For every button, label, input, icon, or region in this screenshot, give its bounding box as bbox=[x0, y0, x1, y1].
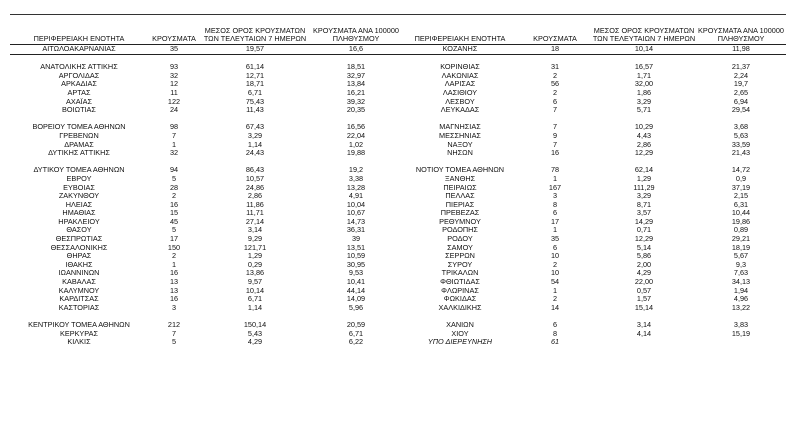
left-name-cell: ΕΥΒΟΙΑΣ bbox=[63, 182, 95, 192]
right-cases-cell: 18 bbox=[518, 45, 592, 55]
right-name-cell: ΚΟΖΑΝΗΣ bbox=[402, 45, 518, 55]
right-per100k-cell: 29,21 bbox=[731, 234, 751, 244]
table-row bbox=[10, 166, 786, 175]
top-rule bbox=[10, 14, 786, 15]
right-per100k-cell: 14,72 bbox=[731, 165, 751, 175]
right-per100k-cell: 9,3 bbox=[735, 259, 747, 269]
header-region-right: ΠΕΡΙΦΕΡΕΙΑΚΗ ΕΝΟΤΗΤΑ bbox=[402, 27, 518, 45]
right-name-cell: ΡΟΔΟΥ bbox=[447, 234, 473, 244]
left-per100k-cell: 16,56 bbox=[346, 122, 366, 132]
right-per100k-cell: 1,94 bbox=[733, 285, 749, 295]
right-name-cell: ΧΙΟΥ bbox=[451, 328, 469, 338]
left-per100k-cell: 22,04 bbox=[346, 130, 366, 140]
left-name-cell: ΚΑΛΥΜΝΟΥ bbox=[58, 285, 100, 295]
left-per100k-cell: 5,96 bbox=[348, 302, 364, 312]
table-row bbox=[10, 338, 786, 347]
left-avg7-cell: 5,43 bbox=[247, 328, 263, 338]
right-avg7-cell: 3,29 bbox=[636, 191, 652, 201]
right-name-cell: ΤΡΙΚΑΛΩΝ bbox=[441, 268, 479, 278]
right-cases-cell: 7 bbox=[552, 105, 558, 115]
right-per100k-cell: 2,15 bbox=[733, 191, 749, 201]
right-name-cell: ΛΕΥΚΑΔΑΣ bbox=[440, 105, 480, 115]
right-per100k-cell: 19,7 bbox=[733, 79, 749, 89]
left-cases-cell: 16 bbox=[169, 268, 179, 278]
table-row bbox=[10, 149, 786, 158]
header-avg7-left: ΜΕΣΟΣ ΟΡΟΣ ΚΡΟΥΣΜΑΤΩΝ ΤΩΝ ΤΕΛΕΥΤΑΙΩΝ 7 ΗΜΕΡΩΝ bbox=[200, 27, 310, 45]
table-row bbox=[10, 45, 786, 55]
left-cases-cell: 45 bbox=[169, 216, 179, 226]
table-row bbox=[10, 287, 786, 296]
left-avg7-cell: 150,14 bbox=[243, 320, 267, 329]
table-row bbox=[10, 209, 786, 218]
left-avg7-cell: 18,71 bbox=[245, 79, 265, 89]
header-row bbox=[10, 27, 786, 45]
right-per100k-cell: 19,86 bbox=[731, 216, 751, 226]
right-name-cell: ΛΑΚΩΝΙΑΣ bbox=[441, 70, 479, 80]
table-row bbox=[10, 89, 786, 98]
left-cases-cell: 5 bbox=[171, 173, 177, 183]
spacer-row bbox=[10, 115, 786, 124]
table-row bbox=[10, 106, 786, 115]
right-name-cell: ΛΑΡΙΣΑΣ bbox=[444, 79, 476, 89]
left-per100k-cell: 18,51 bbox=[346, 62, 366, 72]
left-per100k-cell: 9,53 bbox=[348, 268, 364, 278]
right-avg7-cell: 0,57 bbox=[636, 285, 652, 295]
left-cases-cell: 13 bbox=[169, 277, 179, 287]
right-avg7-cell: 5,86 bbox=[636, 251, 652, 261]
right-cases-cell: 2 bbox=[552, 259, 558, 269]
table-row bbox=[10, 98, 786, 107]
left-per100k-cell: 39,32 bbox=[346, 96, 366, 106]
right-cases-cell: 8 bbox=[552, 199, 558, 209]
right-avg7-cell: 62,14 bbox=[634, 165, 654, 175]
table-row bbox=[10, 269, 786, 278]
right-per100k-cell: 5,67 bbox=[733, 251, 749, 261]
left-avg7-cell: 24,43 bbox=[245, 148, 265, 158]
table-row bbox=[10, 252, 786, 261]
left-cases-cell: 93 bbox=[169, 62, 179, 72]
right-name-cell: ΠΕΙΡΑΙΩΣ bbox=[443, 182, 477, 192]
left-per100k-cell: 3,38 bbox=[348, 173, 364, 183]
right-per100k-cell: 2,24 bbox=[733, 70, 749, 80]
left-per100k-cell: 16,21 bbox=[346, 87, 366, 97]
cut-off-footer-text bbox=[4, 440, 794, 448]
right-cases-cell: 9 bbox=[552, 130, 558, 140]
left-avg7-cell: 9,29 bbox=[247, 234, 263, 244]
left-cases-cell: 32 bbox=[169, 148, 179, 158]
right-cases-cell: 54 bbox=[550, 277, 560, 287]
right-cases-cell: 78 bbox=[550, 165, 560, 175]
left-name-cell: ΖΑΚΥΝΘΟΥ bbox=[58, 191, 100, 201]
left-name-cell: ΔΥΤΙΚΟΥ ΤΟΜΕΑ ΑΘΗΝΩΝ bbox=[33, 165, 125, 175]
left-avg7-cell: 13,86 bbox=[245, 268, 265, 278]
left-name-cell: ΒΟΙΩΤΙΑΣ bbox=[62, 105, 96, 115]
right-avg7-cell: 1,57 bbox=[636, 294, 652, 304]
left-per100k-cell: 1,02 bbox=[348, 139, 364, 149]
right-avg7-cell: 5,71 bbox=[636, 105, 652, 115]
right-cases-cell: 7 bbox=[552, 139, 558, 149]
right-per100k-cell: 21,37 bbox=[731, 62, 751, 72]
right-name-cell: ΣΥΡΟΥ bbox=[447, 259, 473, 269]
right-cases-cell: 17 bbox=[550, 216, 560, 226]
right-avg7-cell: 3,29 bbox=[636, 96, 652, 106]
header-cases-right: ΚΡΟΥΣΜΑΤΑ bbox=[518, 27, 592, 45]
right-per100k-cell: 10,44 bbox=[731, 208, 751, 218]
left-avg7-cell: 11,86 bbox=[246, 199, 264, 209]
right-name-cell: ΜΑΓΝΗΣΙΑΣ bbox=[439, 122, 481, 132]
right-per100k-cell: 3,68 bbox=[733, 122, 749, 132]
left-name-cell: ΘΕΣΣΑΛΟΝΙΚΗΣ bbox=[50, 242, 108, 252]
right-avg7-cell: 10,29 bbox=[634, 122, 654, 132]
right-cases-cell: 6 bbox=[552, 242, 558, 252]
right-name-cell: ΦΘΙΩΤΙΔΑΣ bbox=[440, 277, 480, 287]
right-avg7-cell: 5,14 bbox=[636, 242, 652, 252]
left-cases-cell: 28 bbox=[169, 182, 179, 192]
right-cases-cell: 1 bbox=[552, 225, 558, 235]
right-avg7-cell: 111,29 bbox=[633, 182, 655, 192]
left-per100k-cell: 13,28 bbox=[346, 182, 366, 192]
left-avg7-cell: 4,29 bbox=[247, 337, 263, 347]
left-cases-cell: 16 bbox=[169, 294, 179, 304]
right-name-cell: ΛΑΣΙΘΙΟΥ bbox=[442, 87, 478, 97]
right-cases-cell: 10 bbox=[550, 268, 560, 278]
right-avg7-cell: 0,71 bbox=[636, 225, 652, 235]
table-row bbox=[10, 261, 786, 270]
left-per100k-cell: 14,09 bbox=[346, 294, 366, 304]
header-avg7-right: ΜΕΣΟΣ ΟΡΟΣ ΚΡΟΥΣΜΑΤΩΝ ΤΩΝ ΤΕΛΕΥΤΑΙΩΝ 7 ΗΜΕΡΩΝ bbox=[592, 26, 696, 43]
left-cases-cell: 13 bbox=[169, 285, 179, 295]
right-cases-cell: 16 bbox=[550, 148, 560, 158]
left-avg7-cell: 1,29 bbox=[247, 251, 263, 261]
left-per100k-cell: 13,84 bbox=[346, 79, 366, 89]
left-cases-cell: 11 bbox=[170, 87, 178, 97]
table-row bbox=[10, 141, 786, 150]
left-per100k-cell: 32,97 bbox=[346, 70, 366, 80]
spacer-row bbox=[10, 158, 786, 167]
right-name-cell: ΣΑΜΟΥ bbox=[447, 242, 473, 252]
left-avg7-cell: 121,71 bbox=[243, 242, 267, 252]
left-name-cell: ΚΙΛΚΙΣ bbox=[67, 337, 91, 347]
covid-cases-table bbox=[10, 27, 786, 347]
right-cases-cell: 6 bbox=[552, 96, 558, 106]
left-name-cell: ΓΡΕΒΕΝΩΝ bbox=[59, 130, 99, 140]
right-name-cell: ΛΕΣΒΟΥ bbox=[445, 96, 475, 106]
right-cases-cell: 1 bbox=[552, 173, 558, 183]
right-name-cell: ΝΑΞΟΥ bbox=[447, 139, 473, 149]
left-avg7-cell: 1,14 bbox=[247, 302, 263, 312]
right-per100k-cell: 29,54 bbox=[731, 105, 751, 115]
table-row bbox=[10, 192, 786, 201]
left-avg7-cell: 1,14 bbox=[247, 139, 263, 149]
left-cases-cell: 17 bbox=[169, 234, 179, 244]
right-avg7-cell: 4,43 bbox=[636, 130, 652, 140]
left-per100k-cell: 4,91 bbox=[348, 191, 364, 201]
left-per100k-cell: 6,71 bbox=[348, 328, 364, 338]
right-cases-cell: 8 bbox=[552, 328, 558, 338]
left-avg7-cell: 0,29 bbox=[247, 259, 263, 269]
left-per100k-cell: 30,95 bbox=[346, 259, 366, 269]
left-name-cell: ΚΑΒΑΛΑΣ bbox=[62, 277, 96, 287]
left-name-cell: ΚΑΡΔΙΤΣΑΣ bbox=[59, 294, 99, 304]
left-avg7-cell: 11,43 bbox=[246, 105, 264, 115]
right-avg7-cell: 1,71 bbox=[636, 70, 652, 80]
left-name-cell: ΔΡΑΜΑΣ bbox=[64, 139, 94, 149]
left-cases-cell: 150 bbox=[167, 242, 181, 252]
left-avg7-cell: 3,29 bbox=[247, 130, 263, 140]
left-cases-cell: 5 bbox=[171, 225, 177, 235]
left-name-cell: ΕΒΡΟΥ bbox=[66, 173, 92, 183]
left-name-cell: ΗΡΑΚΛΕΙΟΥ bbox=[58, 216, 100, 226]
left-name-cell: ΚΕΡΚΥΡΑΣ bbox=[59, 328, 99, 338]
right-avg7-cell: 3,57 bbox=[636, 208, 652, 218]
right-avg7-cell: 8,71 bbox=[636, 199, 652, 209]
table-row bbox=[10, 132, 786, 141]
left-cases-cell: 24 bbox=[169, 105, 179, 115]
left-name-cell: ΑΝΑΤΟΛΙΚΗΣ ΑΤΤΙΚΗΣ bbox=[40, 62, 118, 72]
right-cases-cell: 14 bbox=[550, 302, 560, 312]
left-per100k-cell: 39 bbox=[351, 234, 361, 244]
header-per100k-right: ΚΡΟΥΣΜΑΤΑ ΑΝΑ 100000 ΠΛΗΘΥΣΜΟΥ bbox=[696, 27, 786, 45]
table-row bbox=[10, 304, 786, 313]
right-cases-cell: 2 bbox=[552, 87, 558, 97]
table-row bbox=[10, 321, 786, 330]
right-per100k-cell: 15,19 bbox=[731, 328, 751, 338]
left-name-cell: ΑΙΤΩΛΟΑΚΑΡΝΑΝΙΑΣ bbox=[10, 45, 148, 55]
left-avg7-cell: 3,14 bbox=[247, 225, 263, 235]
right-name-cell: ΣΕΡΡΩΝ bbox=[445, 251, 475, 261]
right-name-cell: ΠΙΕΡΙΑΣ bbox=[445, 199, 475, 209]
table-row bbox=[10, 175, 786, 184]
left-cases-cell: 2 bbox=[171, 191, 177, 201]
right-name-cell: ΚΟΡΙΝΘΙΑΣ bbox=[440, 62, 480, 72]
left-cases-cell: 16 bbox=[169, 199, 179, 209]
left-cases-cell: 3 bbox=[171, 302, 177, 312]
table-row bbox=[10, 72, 786, 81]
right-avg7-cell: 4,29 bbox=[636, 268, 652, 278]
right-avg7-cell: 15,14 bbox=[634, 302, 654, 312]
right-per100k-cell: 21,43 bbox=[731, 148, 751, 158]
left-name-cell: ΘΑΣΟΥ bbox=[66, 225, 92, 235]
right-per100k-cell: 5,63 bbox=[733, 130, 749, 140]
right-cases-cell: 3 bbox=[552, 191, 558, 201]
left-per100k-cell: 10,59 bbox=[346, 251, 366, 261]
right-avg7-cell: 14,29 bbox=[634, 216, 654, 226]
spacer-row bbox=[10, 54, 786, 63]
left-per100k-cell: 14,73 bbox=[346, 216, 366, 226]
left-avg7-cell: 9,57 bbox=[247, 277, 263, 287]
left-name-cell: ΗΜΑΘΙΑΣ bbox=[62, 208, 96, 218]
right-avg7-cell bbox=[592, 338, 696, 347]
table-row bbox=[10, 330, 786, 339]
left-avg7-cell: 11,71 bbox=[246, 208, 264, 218]
right-per100k-cell: 3,83 bbox=[733, 320, 749, 329]
left-per100k-cell: 19,88 bbox=[346, 148, 366, 158]
right-per100k-cell: 18,19 bbox=[731, 242, 751, 252]
right-per100k-cell: 34,13 bbox=[731, 277, 751, 287]
right-cases-cell: 2 bbox=[552, 70, 558, 80]
right-per100k-cell bbox=[696, 338, 786, 347]
left-per100k-cell: 13,51 bbox=[346, 242, 366, 252]
left-cases-cell: 12 bbox=[169, 79, 179, 89]
right-cases-cell: 10 bbox=[550, 251, 560, 261]
right-cases-cell: 35 bbox=[550, 234, 560, 244]
table-row bbox=[10, 201, 786, 210]
table-row bbox=[10, 235, 786, 244]
left-cases-cell: 7 bbox=[171, 130, 177, 140]
left-name-cell: ΗΛΕΙΑΣ bbox=[65, 199, 93, 209]
left-per100k-cell: 20,35 bbox=[346, 105, 366, 115]
right-avg7-cell: 4,14 bbox=[636, 328, 652, 338]
right-cases-cell: 7 bbox=[552, 122, 558, 132]
table-row bbox=[10, 63, 786, 72]
left-name-cell: ΔΥΤΙΚΗΣ ΑΤΤΙΚΗΣ bbox=[48, 148, 110, 158]
right-avg7-cell: 2,86 bbox=[636, 139, 652, 149]
left-avg7-cell: 12,71 bbox=[245, 70, 265, 80]
left-avg7-cell: 6,71 bbox=[247, 87, 263, 97]
left-per100k-cell: 19,2 bbox=[348, 165, 364, 175]
right-avg7-cell: 16,57 bbox=[634, 62, 654, 72]
right-avg7-cell: 12,29 bbox=[634, 148, 654, 158]
right-name-cell: ΠΕΛΛΑΣ bbox=[445, 191, 475, 201]
table-row bbox=[10, 244, 786, 253]
left-per100k-cell: 16,6 bbox=[310, 45, 402, 55]
header-per100k-left: ΚΡΟΥΣΜΑΤΑ ΑΝΑ 100000 ΠΛΗΘΥΣΜΟΥ bbox=[310, 27, 402, 45]
left-avg7-cell: 24,86 bbox=[245, 182, 265, 192]
right-name-cell: ΧΑΛΚΙΔΙΚΗΣ bbox=[438, 302, 482, 312]
right-per100k-cell: 0,89 bbox=[733, 225, 749, 235]
right-avg7-cell: 22,00 bbox=[634, 277, 654, 287]
right-per100k-cell: 4,96 bbox=[733, 294, 749, 304]
right-cases-cell: 61 bbox=[550, 337, 560, 347]
table-row bbox=[10, 295, 786, 304]
right-name-cell: ΥΠΟ ΔΙΕΡΕΥΝΗΣΗ bbox=[427, 337, 493, 347]
left-cases-cell: 94 bbox=[169, 165, 179, 175]
table-row bbox=[10, 278, 786, 287]
right-avg7-cell: 10,14 bbox=[592, 45, 696, 55]
right-cases-cell: 2 bbox=[552, 294, 558, 304]
right-cases-cell: 6 bbox=[552, 208, 558, 218]
left-name-cell: ΙΘΑΚΗΣ bbox=[65, 259, 93, 269]
right-avg7-cell: 32,00 bbox=[634, 79, 654, 89]
left-cases-cell: 15 bbox=[169, 208, 179, 218]
left-avg7-cell: 27,14 bbox=[245, 216, 265, 226]
right-name-cell: ΦΩΚΙΔΑΣ bbox=[443, 294, 477, 304]
right-name-cell: ΝΟΤΙΟΥ ΤΟΜΕΑ ΑΘΗΝΩΝ bbox=[415, 165, 505, 175]
left-avg7-cell: 6,71 bbox=[247, 294, 263, 304]
right-name-cell: ΜΕΣΣΗΝΙΑΣ bbox=[439, 130, 481, 140]
left-cases-cell: 5 bbox=[171, 337, 177, 347]
left-avg7-cell: 10,14 bbox=[245, 285, 265, 295]
left-cases-cell: 122 bbox=[167, 96, 181, 106]
right-cases-cell: 167 bbox=[548, 182, 562, 192]
right-per100k-cell: 6,31 bbox=[733, 199, 749, 209]
left-avg7-cell: 67,43 bbox=[245, 122, 265, 132]
left-name-cell: ΑΡΚΑΔΙΑΣ bbox=[61, 79, 97, 89]
header-cases-left: ΚΡΟΥΣΜΑΤΑ bbox=[148, 27, 200, 45]
table-body bbox=[10, 45, 786, 347]
right-per100k-cell: 2,65 bbox=[733, 87, 749, 97]
table-row bbox=[10, 218, 786, 227]
table-row bbox=[10, 184, 786, 193]
left-cases-cell: 2 bbox=[171, 251, 177, 261]
right-per100k-cell: 33,59 bbox=[731, 139, 751, 149]
right-avg7-cell: 2,00 bbox=[636, 259, 652, 269]
right-name-cell: ΝΗΣΩΝ bbox=[447, 148, 473, 158]
right-per100k-cell: 0,9 bbox=[735, 173, 747, 183]
left-cases-cell: 1 bbox=[171, 139, 177, 149]
right-name-cell: ΦΛΩΡΙΝΑΣ bbox=[441, 285, 479, 295]
right-name-cell: ΡΕΘΥΜΝΟΥ bbox=[439, 216, 481, 226]
left-name-cell: ΒΟΡΕΙΟΥ ΤΟΜΕΑ ΑΘΗΝΩΝ bbox=[32, 122, 126, 132]
right-name-cell: ΞΑΝΘΗΣ bbox=[444, 173, 476, 183]
left-cases-cell: 7 bbox=[171, 328, 177, 338]
left-name-cell: ΚΑΣΤΟΡΙΑΣ bbox=[58, 302, 100, 312]
left-per100k-cell: 6,22 bbox=[348, 337, 364, 347]
table-row bbox=[10, 226, 786, 235]
left-avg7-cell: 75,43 bbox=[245, 96, 265, 106]
left-per100k-cell: 10,04 bbox=[346, 199, 366, 209]
right-per100k-cell: 6,94 bbox=[733, 96, 749, 106]
right-avg7-cell: 12,29 bbox=[634, 234, 654, 244]
right-per100k-cell: 13,22 bbox=[731, 302, 751, 312]
left-cases-cell: 32 bbox=[169, 70, 179, 80]
left-avg7-cell: 19,57 bbox=[200, 45, 310, 55]
right-per100k-cell: 37,19 bbox=[731, 182, 751, 192]
header-region-left: ΠΕΡΙΦΕΡΕΙΑΚΗ ΕΝΟΤΗΤΑ bbox=[10, 27, 148, 45]
left-name-cell: ΑΡΓΟΛΙΔΑΣ bbox=[58, 70, 100, 80]
left-cases-cell: 98 bbox=[169, 122, 179, 132]
table-row bbox=[10, 123, 786, 132]
right-name-cell: ΠΡΕΒΕΖΑΣ bbox=[440, 208, 480, 218]
left-name-cell: ΘΗΡΑΣ bbox=[66, 251, 92, 261]
left-name-cell: ΚΕΝΤΡΙΚΟΥ ΤΟΜΕΑ ΑΘΗΝΩΝ bbox=[28, 320, 130, 329]
left-per100k-cell: 44,14 bbox=[346, 285, 366, 295]
table-row bbox=[10, 80, 786, 89]
right-cases-cell: 1 bbox=[552, 285, 558, 295]
right-cases-cell: 56 bbox=[550, 79, 560, 89]
right-cases-cell: 6 bbox=[552, 320, 558, 329]
left-name-cell: ΙΩΑΝΝΙΝΩΝ bbox=[58, 268, 100, 278]
left-avg7-cell: 86,43 bbox=[245, 165, 265, 175]
right-avg7-cell: 1,86 bbox=[636, 87, 652, 97]
left-cases-cell: 212 bbox=[167, 320, 181, 329]
left-per100k-cell: 10,41 bbox=[346, 277, 366, 287]
right-per100k-cell: 7,63 bbox=[733, 268, 749, 278]
left-name-cell: ΑΡΤΑΣ bbox=[67, 87, 91, 97]
left-cases-cell: 35 bbox=[148, 45, 200, 55]
right-per100k-cell: 11,98 bbox=[696, 45, 786, 55]
left-name-cell: ΑΧΑΪΑΣ bbox=[65, 96, 92, 106]
right-cases-cell: 31 bbox=[550, 62, 560, 72]
right-avg7-cell: 3,14 bbox=[636, 320, 652, 329]
left-per100k-cell: 20,59 bbox=[346, 320, 366, 329]
left-cases-cell: 1 bbox=[171, 259, 177, 269]
right-name-cell: ΡΟΔΟΠΗΣ bbox=[442, 225, 478, 235]
left-avg7-cell: 61,14 bbox=[245, 62, 265, 72]
right-avg7-cell: 1,29 bbox=[636, 173, 652, 183]
left-avg7-cell: 2,86 bbox=[247, 191, 263, 201]
left-per100k-cell: 10,67 bbox=[346, 208, 366, 218]
left-name-cell: ΘΕΣΠΡΩΤΙΑΣ bbox=[55, 234, 103, 244]
left-per100k-cell: 36,31 bbox=[346, 225, 366, 235]
right-name-cell: ΧΑΝΙΩΝ bbox=[446, 320, 474, 329]
left-avg7-cell: 10,57 bbox=[245, 173, 265, 183]
